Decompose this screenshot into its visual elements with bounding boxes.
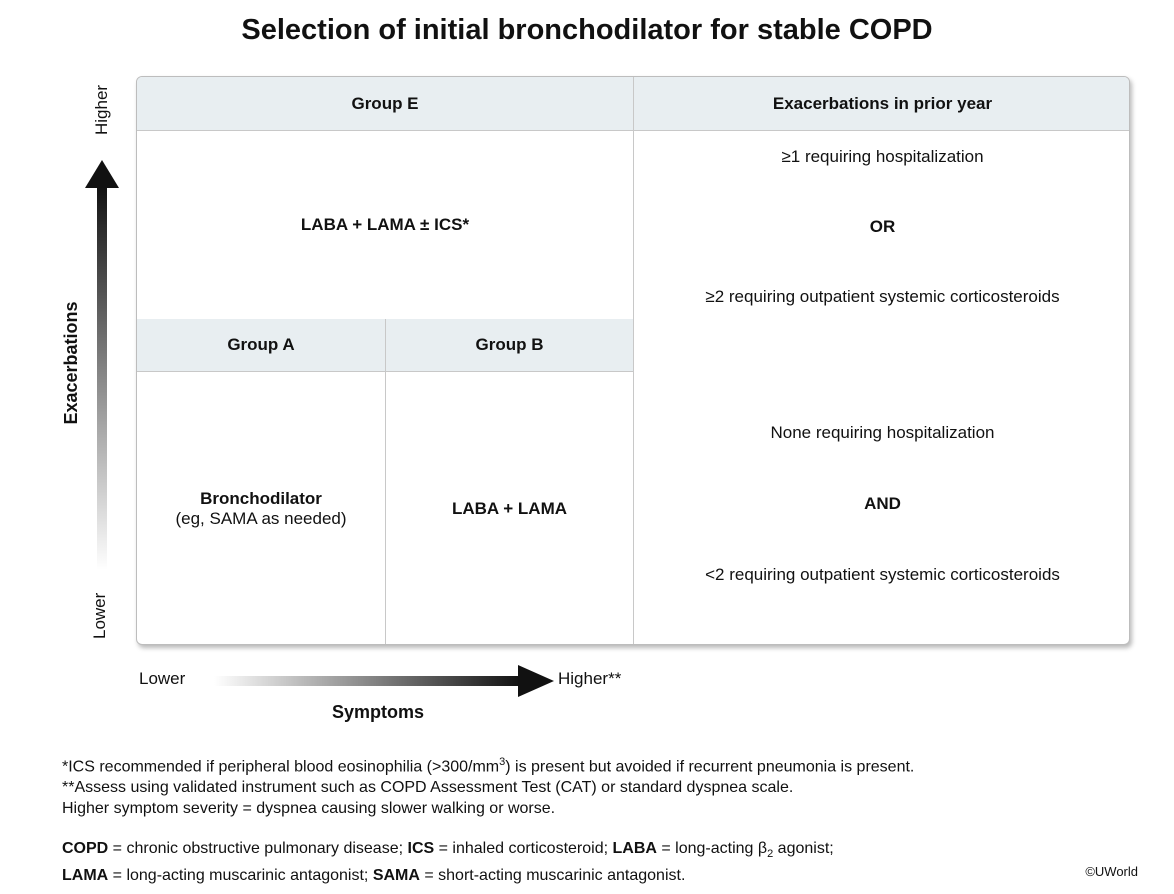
low-criteria-line1: None requiring hospitalization: [770, 423, 995, 442]
abbrev-laba-sub: 2: [767, 848, 774, 861]
group-a-treatment-note: (eg, SAMA as needed): [175, 509, 347, 528]
y-axis-high-label: Higher: [92, 84, 111, 135]
group-a-header: [137, 319, 385, 371]
group-b-header: [386, 319, 633, 371]
group-a-treatment-main: Bronchodilator: [200, 489, 322, 508]
abbrev-line-2: [62, 865, 834, 886]
treatment-table: [136, 76, 1130, 645]
group-a-treatment: [137, 372, 385, 645]
abbrev-lama-term: LAMA: [62, 867, 109, 885]
high-exacerbation-criteria: [634, 147, 1130, 307]
high-criteria-join: OR: [869, 217, 896, 236]
abbrev-sama-def: = short-acting muscarinic antagonist.: [419, 867, 686, 885]
group-e-header: [137, 77, 633, 130]
abbrev-line-1: [62, 838, 834, 865]
abbrev-sama-term: SAMA: [372, 867, 420, 885]
group-ab-vertical-divider: [385, 319, 386, 645]
low-criteria-join: AND: [864, 494, 901, 513]
abbrev-lama-def: = long-acting muscarinic antagonist;: [108, 867, 373, 885]
x-axis-low-label: Lower: [139, 669, 186, 688]
x-axis-label: Symptoms: [331, 702, 425, 722]
abbrev-ics-def: = inhaled corticosteroid;: [434, 840, 613, 857]
footnote-severity: Higher symptom severity = dyspnea causing slower walking or worse.: [62, 800, 556, 818]
abbreviations: [62, 838, 834, 886]
abbrev-laba-term: LABA: [612, 840, 657, 857]
low-criteria-line2: <2 requiring outpatient systemic corticosteroids: [705, 565, 1060, 584]
footnotes: [62, 752, 914, 819]
group-a-header-text: Group A: [227, 335, 295, 354]
group-b-header-text: Group B: [475, 335, 544, 354]
footnote-assessment: **Assess using validated instrument such as COPD Assessment Test (CAT) or standard dyspnea scale.: [62, 779, 794, 797]
exacerbations-header: [634, 77, 1130, 130]
y-axis-low-label: Lower: [90, 592, 109, 639]
abbrev-copd-def: = chronic obstructive pulmonary disease;: [108, 840, 408, 857]
abbrev-laba-def-pre: = long-acting β: [656, 840, 768, 857]
footnote-ics-pre: *ICS recommended if peripheral blood eosinophilia (>300/mm: [62, 758, 500, 776]
x-axis-arrow: [214, 664, 554, 698]
group-b-treatment: LABA + LAMA: [451, 499, 568, 518]
group-e-treatment: LABA + LAMA ± ICS*: [300, 215, 470, 234]
x-axis-high-label: Higher**: [558, 669, 622, 688]
diagram-title: Selection of initial bronchodilator for stable COPD: [241, 14, 933, 46]
abbrev-ics-term: ICS: [407, 840, 435, 857]
group-e-header-text: Group E: [351, 93, 419, 113]
footnote-ics: [62, 752, 914, 777]
abbrev-copd-term: COPD: [62, 840, 109, 857]
high-criteria-line1: ≥1 requiring hospitalization: [781, 147, 984, 166]
exacerbations-header-text: Exacerbations in prior year: [772, 93, 993, 113]
footnote-ics-post: ) is present but avoided if recurrent pneumonia is present.: [505, 758, 915, 776]
high-criteria-line2: ≥2 requiring outpatient systemic corticosteroids: [705, 287, 1060, 306]
footnote-ics-sup: 3: [499, 756, 506, 768]
y-axis-arrow: [84, 160, 120, 570]
abbrev-laba-def-post: agonist;: [773, 840, 834, 857]
low-exacerbation-criteria: [634, 423, 1130, 585]
y-axis-label: Exacerbations: [61, 301, 81, 425]
copyright: ©UWorld: [1085, 864, 1138, 879]
